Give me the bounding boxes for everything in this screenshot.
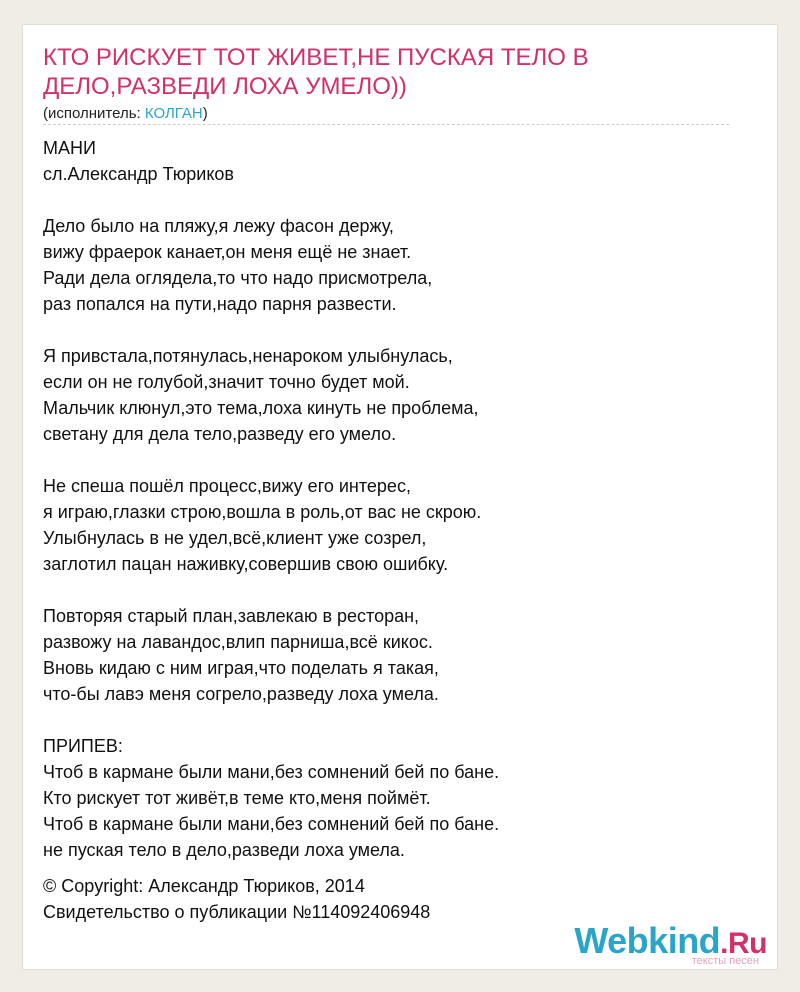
copyright-line: © Copyright: Александр Тюриков, 2014 [43,876,365,896]
lyrics-line: светану для дела тело,разведу его умело. [43,424,397,444]
lyrics-line: Вновь кидаю с ним играя,что поделать я такая, [43,658,439,678]
lyrics-line: развожу на лавандос,влип парниша,всё кикос. [43,632,433,652]
song-title: КТО РИСКУЕТ ТОТ ЖИВЕТ,НЕ ПУСКАЯ ТЕЛО В ДЕЛО,РАЗВЕДИ ЛОХА УМЕЛО)) [43,44,589,100]
lyrics-line: МАНИ [43,138,96,158]
lyrics-line: что-бы лавэ меня согрело,разведу лоха умела. [43,684,439,704]
lyrics-line: Чтоб в кармане были мани,без сомнений бей по бане. [43,762,500,782]
lyrics-line: если он не голубой,значит точно будет мой. [43,372,410,392]
lyrics-line: Кто рискует тот живёт,в теме кто,меня поймёт. [43,788,431,808]
lyrics-text [43,135,743,925]
copyright-block [43,873,743,925]
lyrics-line: вижу фраерок канает,он меня ещё не знает. [43,242,412,262]
lyrics-line: сл.Александр Тюриков [43,164,234,184]
lyrics-line: Мальчик клюнул,это тема,лоха кинуть не проблема, [43,398,479,418]
lyrics-line: Ради дела оглядела,то что надо присмотрела, [43,268,433,288]
lyrics-card [22,24,778,970]
lyrics-line: заглотил пацан наживку,совершив свою ошибку. [43,554,449,574]
logo-tagline: тексты песен [691,955,759,967]
performer-prefix: (исполнитель: [43,105,145,122]
lyrics-line: Не спеша пошёл процесс,вижу его интерес, [43,476,411,496]
logo-name: Webkind [574,920,721,961]
performer-suffix: ) [202,105,208,122]
lyrics-line: Дело было на пляжу,я лежу фасон держу, [43,216,394,236]
lyrics-line: Чтоб в кармане были мани,без сомнений бей по бане. [43,814,500,834]
webkind-logo[interactable] [574,920,767,967]
lyrics-line: я играю,глазки строю,вошла в роль,от вас не скрою. [43,502,482,522]
lyrics-line: раз попался на пути,надо парня развести. [43,294,397,314]
lyrics-line: Улыбнулась в не удел,всё,клиент уже созрел, [43,528,427,548]
lyrics-line: Я привстала,потянулась,ненароком улыбнулась, [43,346,453,366]
performer-line [43,105,208,123]
title-divider [43,124,729,125]
lyrics-line: не пуская тело в дело,разведи лоха умела. [43,840,405,860]
publication-certificate: Свидетельство о публикации №114092406948 [43,902,431,922]
performer-link[interactable]: КОЛГАН [144,105,203,122]
chorus-label: ПРИПЕВ: [43,736,123,756]
lyrics-line: Повторяя старый план,завлекаю в ресторан, [43,606,420,626]
logo-tld: .Ru [720,927,767,960]
